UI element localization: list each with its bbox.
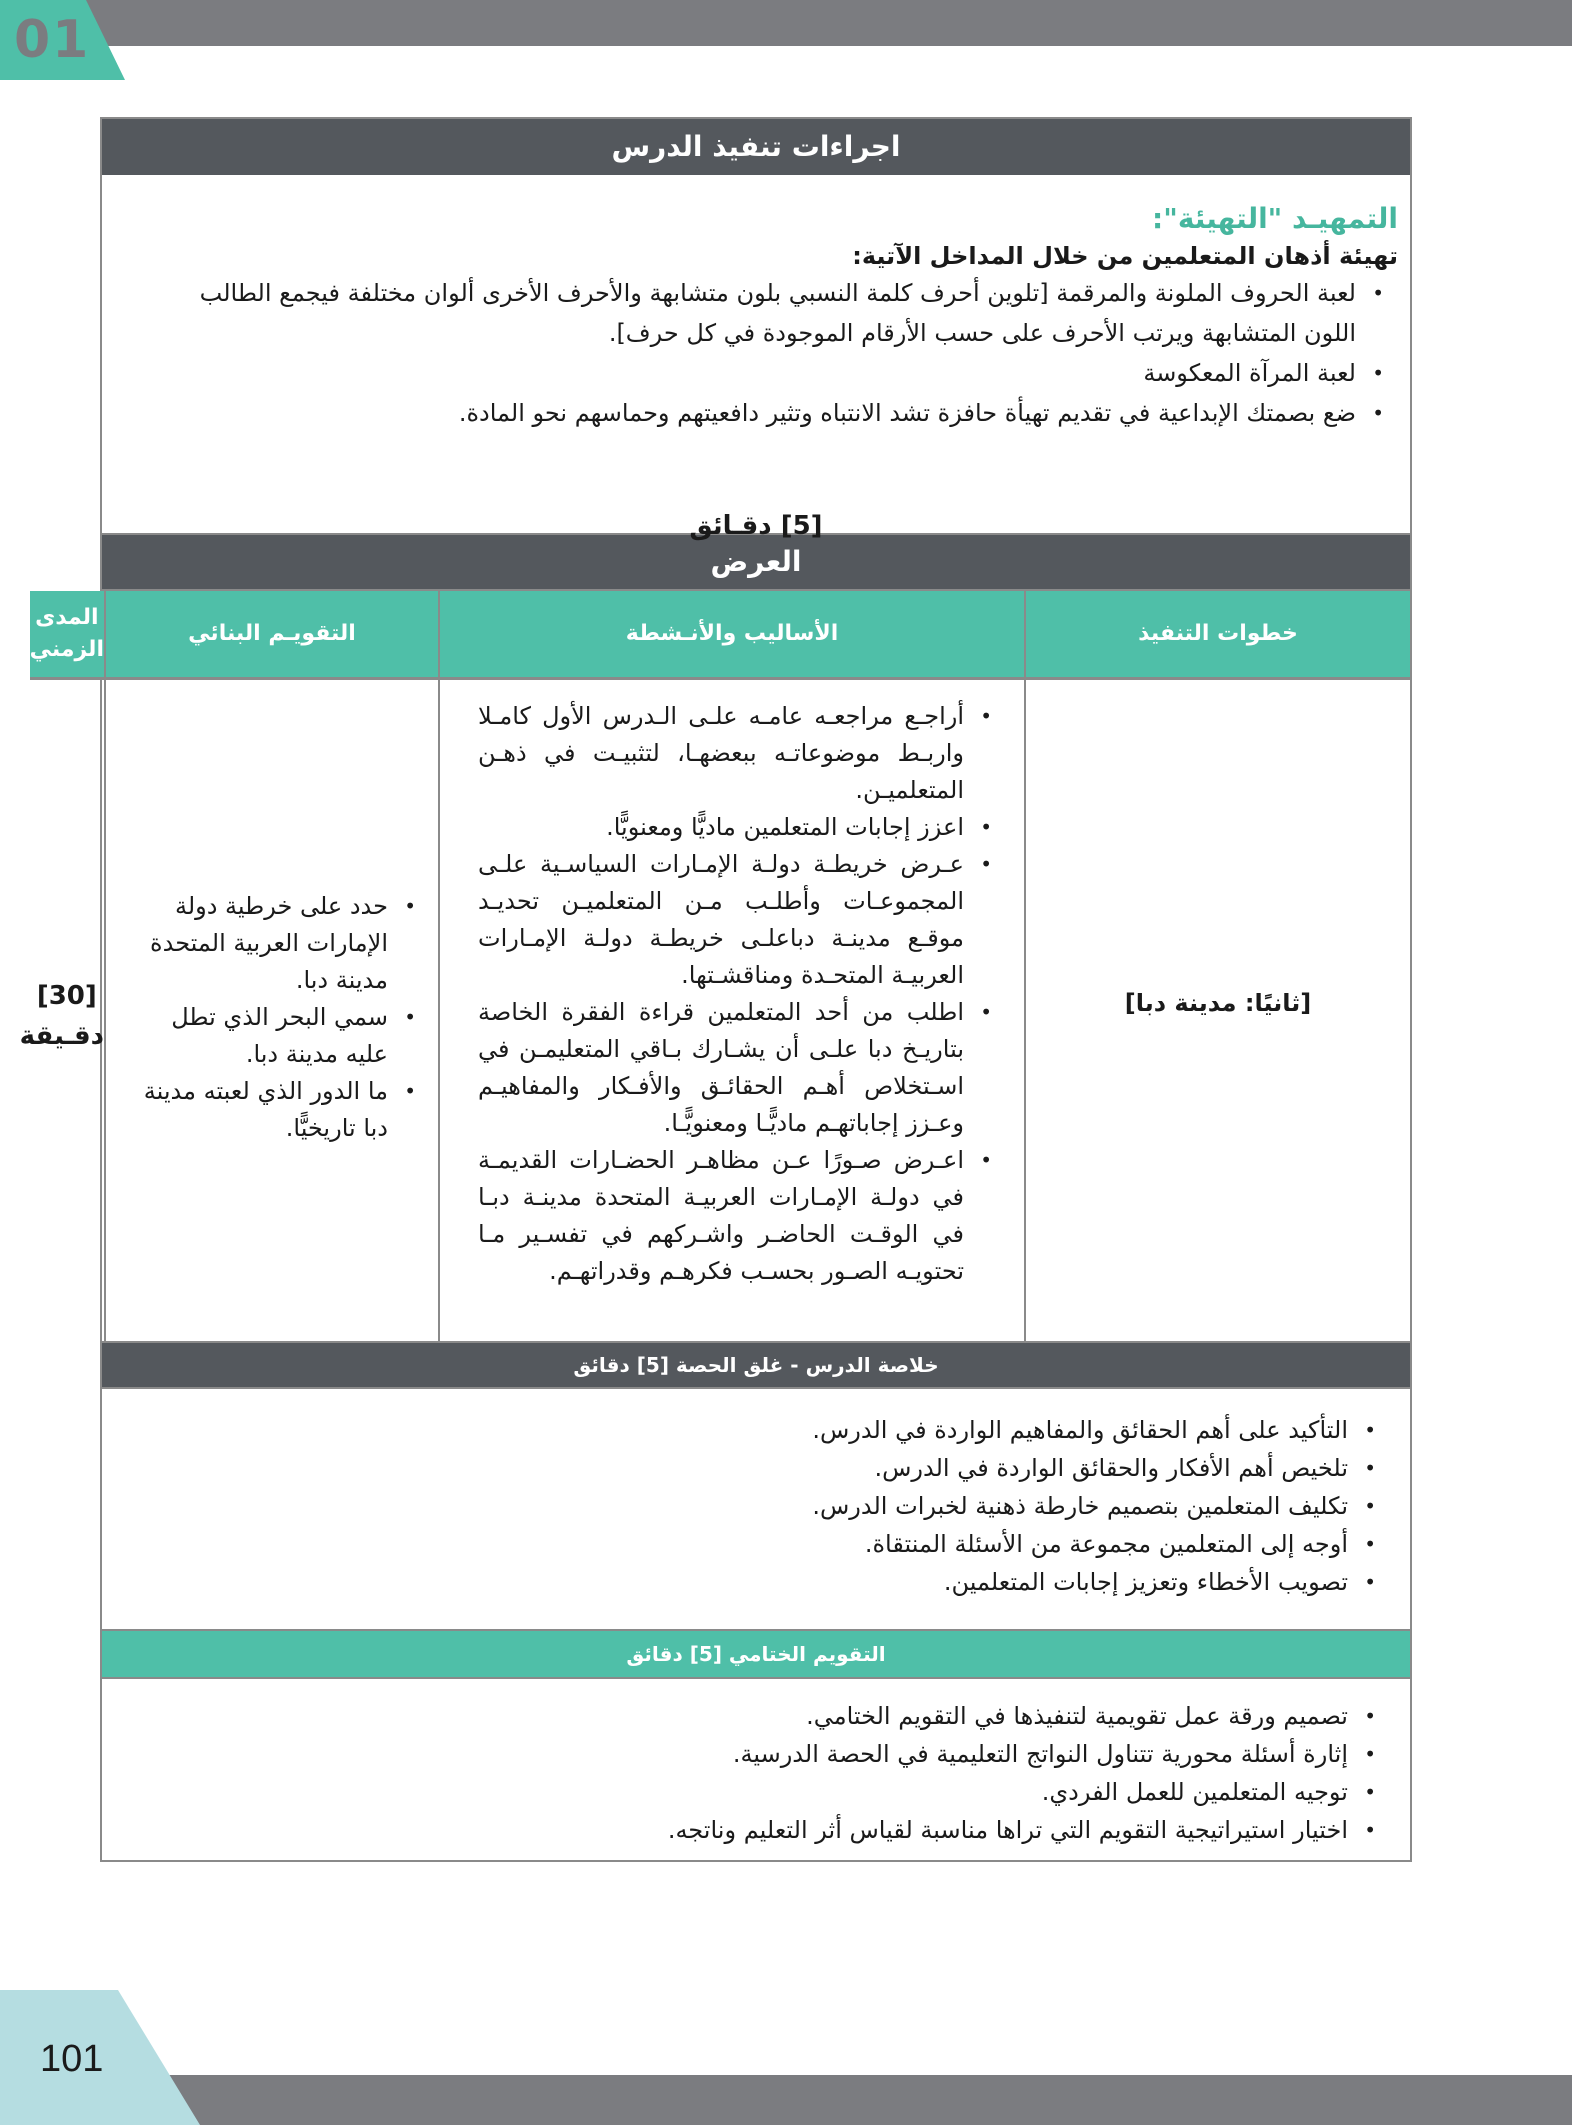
step-label: [ثانيًا: مدينة دبا] bbox=[1124, 989, 1312, 1017]
list-item: • تكليف المتعلمين بتصميم خارطة ذهنية لخبرات الدرس. bbox=[142, 1487, 1390, 1525]
summary-title: خلاصة الدرس - غلق الحصة [5] دقائق bbox=[102, 1341, 1410, 1387]
duration-value bbox=[19, 976, 104, 1056]
intro-duration: [5] دقـائق bbox=[689, 511, 823, 541]
activities-list bbox=[478, 698, 1006, 1290]
final-list bbox=[142, 1697, 1390, 1849]
list-item: • أوجه إلى المتعلمين مجموعة من الأسئلة المنتقاة. bbox=[142, 1525, 1390, 1563]
activities-cell bbox=[438, 677, 1024, 1341]
presentation-title: العرض bbox=[102, 533, 1410, 589]
lesson-title: اجراءات تنفيذ الدرس bbox=[102, 119, 1410, 175]
page-number: 101 bbox=[40, 2038, 104, 2080]
assessment-cell bbox=[104, 677, 438, 1341]
duration-unit: دقـيقة bbox=[19, 1021, 104, 1051]
bottom-bar bbox=[0, 2075, 1572, 2125]
list-item: • أراجـع مراجعـه عامـه علـى الـدرس الأول كامـلا واربـط موضوعاتـه ببعضهـا، لتثبيـت في ذهـن المتعلميـن. bbox=[478, 698, 1006, 809]
intro-section bbox=[102, 175, 1410, 541]
summary-list bbox=[142, 1411, 1390, 1601]
chapter-number: 01 bbox=[14, 10, 91, 70]
list-item: • تلخيص أهم الأفكار والحقائق الواردة في الدرس. bbox=[142, 1449, 1390, 1487]
list-item: • لعبة المرآة المعكوسة bbox=[160, 353, 1398, 393]
list-item: • اعـرض صـورًا عـن مظاهـر الحضـارات القديمـة في دولـة الإمـارات العربيـة المتحدة مدينـة دبـا في الوقـت الحاضـر واشـركهم في تفسـير مـا تحتويـه الصـور بحسـب فكرهـم وقدراتهـم. bbox=[478, 1142, 1006, 1290]
summary-section bbox=[102, 1387, 1410, 1629]
list-item: • تصويب الأخطاء وتعزيز إجابات المتعلمين. bbox=[142, 1563, 1390, 1601]
final-assessment-title: التقويم الختامي [5] دقائق bbox=[102, 1629, 1410, 1677]
list-item: • توجيه المتعلمين للعمل الفردي. bbox=[142, 1773, 1390, 1811]
top-bar bbox=[0, 0, 1572, 46]
duration-number: [30] bbox=[36, 981, 97, 1011]
header-duration: المدى الزمني bbox=[30, 591, 104, 677]
header-steps: خطوات التنفيذ bbox=[1024, 591, 1410, 677]
intro-list bbox=[160, 273, 1398, 433]
header-assessment: التقويـم البنائي bbox=[104, 591, 438, 677]
list-item: • إثارة أسئلة محورية تتناول النواتج التعليمية في الحصة الدرسية. bbox=[142, 1735, 1390, 1773]
list-item: • التأكيد على أهم الحقائق والمفاهيم الواردة في الدرس. bbox=[142, 1411, 1390, 1449]
list-item: • اطلب من أحد المتعلمين قراءة الفقرة الخاصة بتاريـخ دبا علـى أن يشـارك بـاقي المتعليمـن في اسـتخلاص أهـم الحقائـق والأفـكار والمفاهيـم وعـزز إجاباتهـم ماديًّـا ومعنويًّـا. bbox=[478, 994, 1006, 1142]
intro-subheading: تهيئة أذهان المتعلمين من خلال المداخل الآتية: bbox=[852, 242, 1398, 270]
duration-cell bbox=[19, 677, 104, 1341]
list-item: • اعزز إجابات المتعلمين ماديًّا ومعنويًّا. bbox=[478, 809, 1006, 846]
assessment-list bbox=[136, 888, 430, 1147]
list-item: • ما الدور الذي لعبته مدينة دبا تاريخيًّا. bbox=[136, 1073, 430, 1147]
list-item: • عـرض خريطـة دولـة الإمـارات السياسـية علـى المجموعـات وأطلـب مـن المتعلميـن تحديـد موقـع مدينـة دباعلـى خريطـة دولـة الإمـارات العربيـة المتحـدة ومناقشـتها. bbox=[478, 846, 1006, 994]
list-item: • سمي البحر الذي تطل عليه مدينة دبا. bbox=[136, 999, 430, 1073]
steps-cell bbox=[1024, 677, 1410, 1341]
list-item: • ضع بصمتك الإبداعية في تقديم تهيأة حافزة تشد الانتباه وتثير دافعيتهم وحماسهم نحو المادة. bbox=[160, 393, 1398, 433]
list-item: • اختيار استيراتيجية التقويم التي تراها مناسبة لقياس أثر التعليم وناتجه. bbox=[142, 1811, 1390, 1849]
header-activities: الأساليب والأنـشطة bbox=[438, 591, 1024, 677]
final-assessment-section bbox=[102, 1677, 1410, 1859]
lesson-table bbox=[19, 117, 1412, 1862]
list-item: • لعبة الحروف الملونة والمرقمة [تلوين أحرف كلمة النسبي بلون متشابهة والأحرف الأخرى ألوان مختلفة فيجمع الطالب اللون المتشابهة ويرتب الأحرف على حسب الأرقام الموجودة في كل حرف]. bbox=[160, 273, 1398, 353]
list-item: • حدد على خرطية دولة الإمارات العربية المتحدة مدينة دبا. bbox=[136, 888, 430, 999]
intro-heading: التمهيـد "التهيئة": bbox=[1152, 202, 1398, 235]
presentation-grid bbox=[19, 589, 1410, 1341]
list-item: • تصميم ورقة عمل تقويمية لتنفيذها في التقويم الختامي. bbox=[142, 1697, 1390, 1735]
